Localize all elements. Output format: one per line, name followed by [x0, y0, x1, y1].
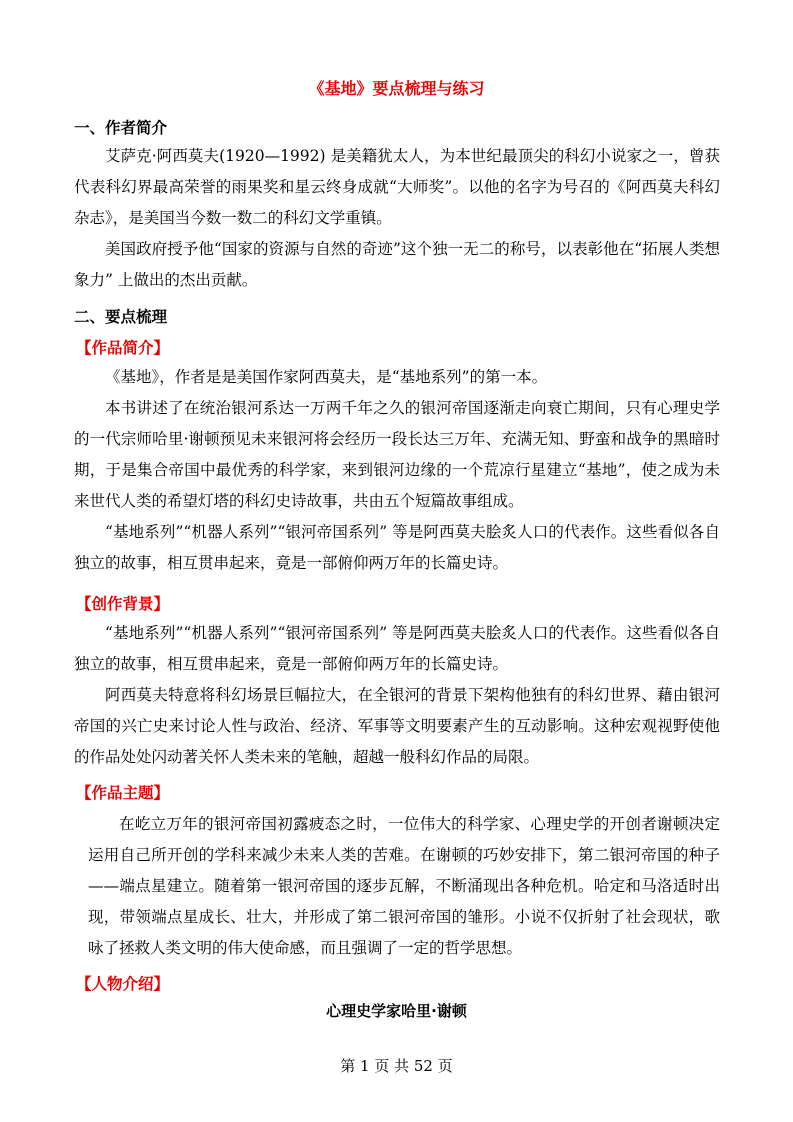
author-paragraph-1: 艾萨克·阿西莫夫(1920—1992) 是美籍犹太人，为本世纪最顶尖的科幻小说家之一，曾获代表科幻界最高荣誉的雨果奖和星云终身成就“大师奖”。以他的名字为号召的《阿西莫夫科幻杂志》，是美国当今数一数二的科幻文学重镇。 — [74, 147, 720, 227]
section-heading-key-points: 二、要点梳理 — [74, 308, 168, 326]
tag-theme: 【作品主题】 — [76, 784, 170, 802]
theme-paragraph: 在屹立万年的银河帝国初露疲态之时，一位伟大的科学家、心理史学的开创者谢顿决定运用自己所开创的学科来减少未来人类的苦难。在谢顿的巧妙安排下，第二银河帝国的种子——端点星建立。随着第一银河帝国的逐步瓦解，不断涌现出各种危机。哈定和马洛适时出现，带领端点星成长、壮大，并形成了第二银河帝国的雏形。小说不仅折射了社会现状，歌咏了拯救人类文明的伟大使命感，而且强调了一定的哲学思想。 — [88, 815, 720, 957]
tag-background: 【创作背景】 — [76, 595, 170, 613]
intro-paragraph-3: “基地系列”“机器人系列”“银河帝国系列” 等是阿西莫夫脍炙人口的代表作。这些看似各自独立的故事，相互贯串起来，竟是一部俯仰两万年的长篇史诗。 — [74, 523, 720, 572]
author-paragraph-2: 美国政府授予他“国家的资源与自然的奇迹”这个独一无二的称号，以表彰他在“拓展人类想象力” 上做出的杰出贡献。 — [74, 240, 720, 289]
character-subheading: 心理史学家哈里·谢顿 — [326, 1002, 467, 1020]
page-footer: 第 1 页 共 52 页 — [340, 1057, 453, 1075]
intro-paragraph-2: 本书讲述了在统治银河系达一万两千年之久的银河帝国逐渐走向衰亡期间，只有心理史学的一代宗师哈里·谢顿预见未来银河将会经历一段长达三万年、充满无知、野蛮和战争的黑暗时期，于是集合帝国中最优秀的科学家，来到银河边缘的一个荒凉行星建立“基地”，使之成为未来世代人类的希望灯塔的科幻史诗故事，共由五个短篇故事组成。 — [74, 399, 720, 510]
document-title: 《基地》要点梳理与练习 — [308, 79, 485, 98]
background-paragraph-1: “基地系列”“机器人系列”“银河帝国系列” 等是阿西莫夫脍炙人口的代表作。这些看似各自独立的故事，相互贯串起来，竟是一部俯仰两万年的长篇史诗。 — [74, 624, 720, 673]
tag-characters: 【人物介绍】 — [76, 975, 170, 993]
intro-paragraph-1: 《基地》，作者是是美国作家阿西莫夫，是“基地系列”的第一本。 — [105, 368, 548, 386]
background-paragraph-2: 阿西莫夫特意将科幻场景巨幅拉大，在全银河的背景下架构他独有的科幻世界、藉由银河帝国的兴亡史来讨论人性与政治、经济、军事等文明要素产生的互动影响。这种宏观视野使他的作品处处闪动著关怀人类未来的笔触，超越一般科幻作品的局限。 — [74, 686, 720, 766]
section-heading-author: 一、作者简介 — [74, 119, 168, 137]
tag-work-intro: 【作品简介】 — [76, 339, 170, 357]
